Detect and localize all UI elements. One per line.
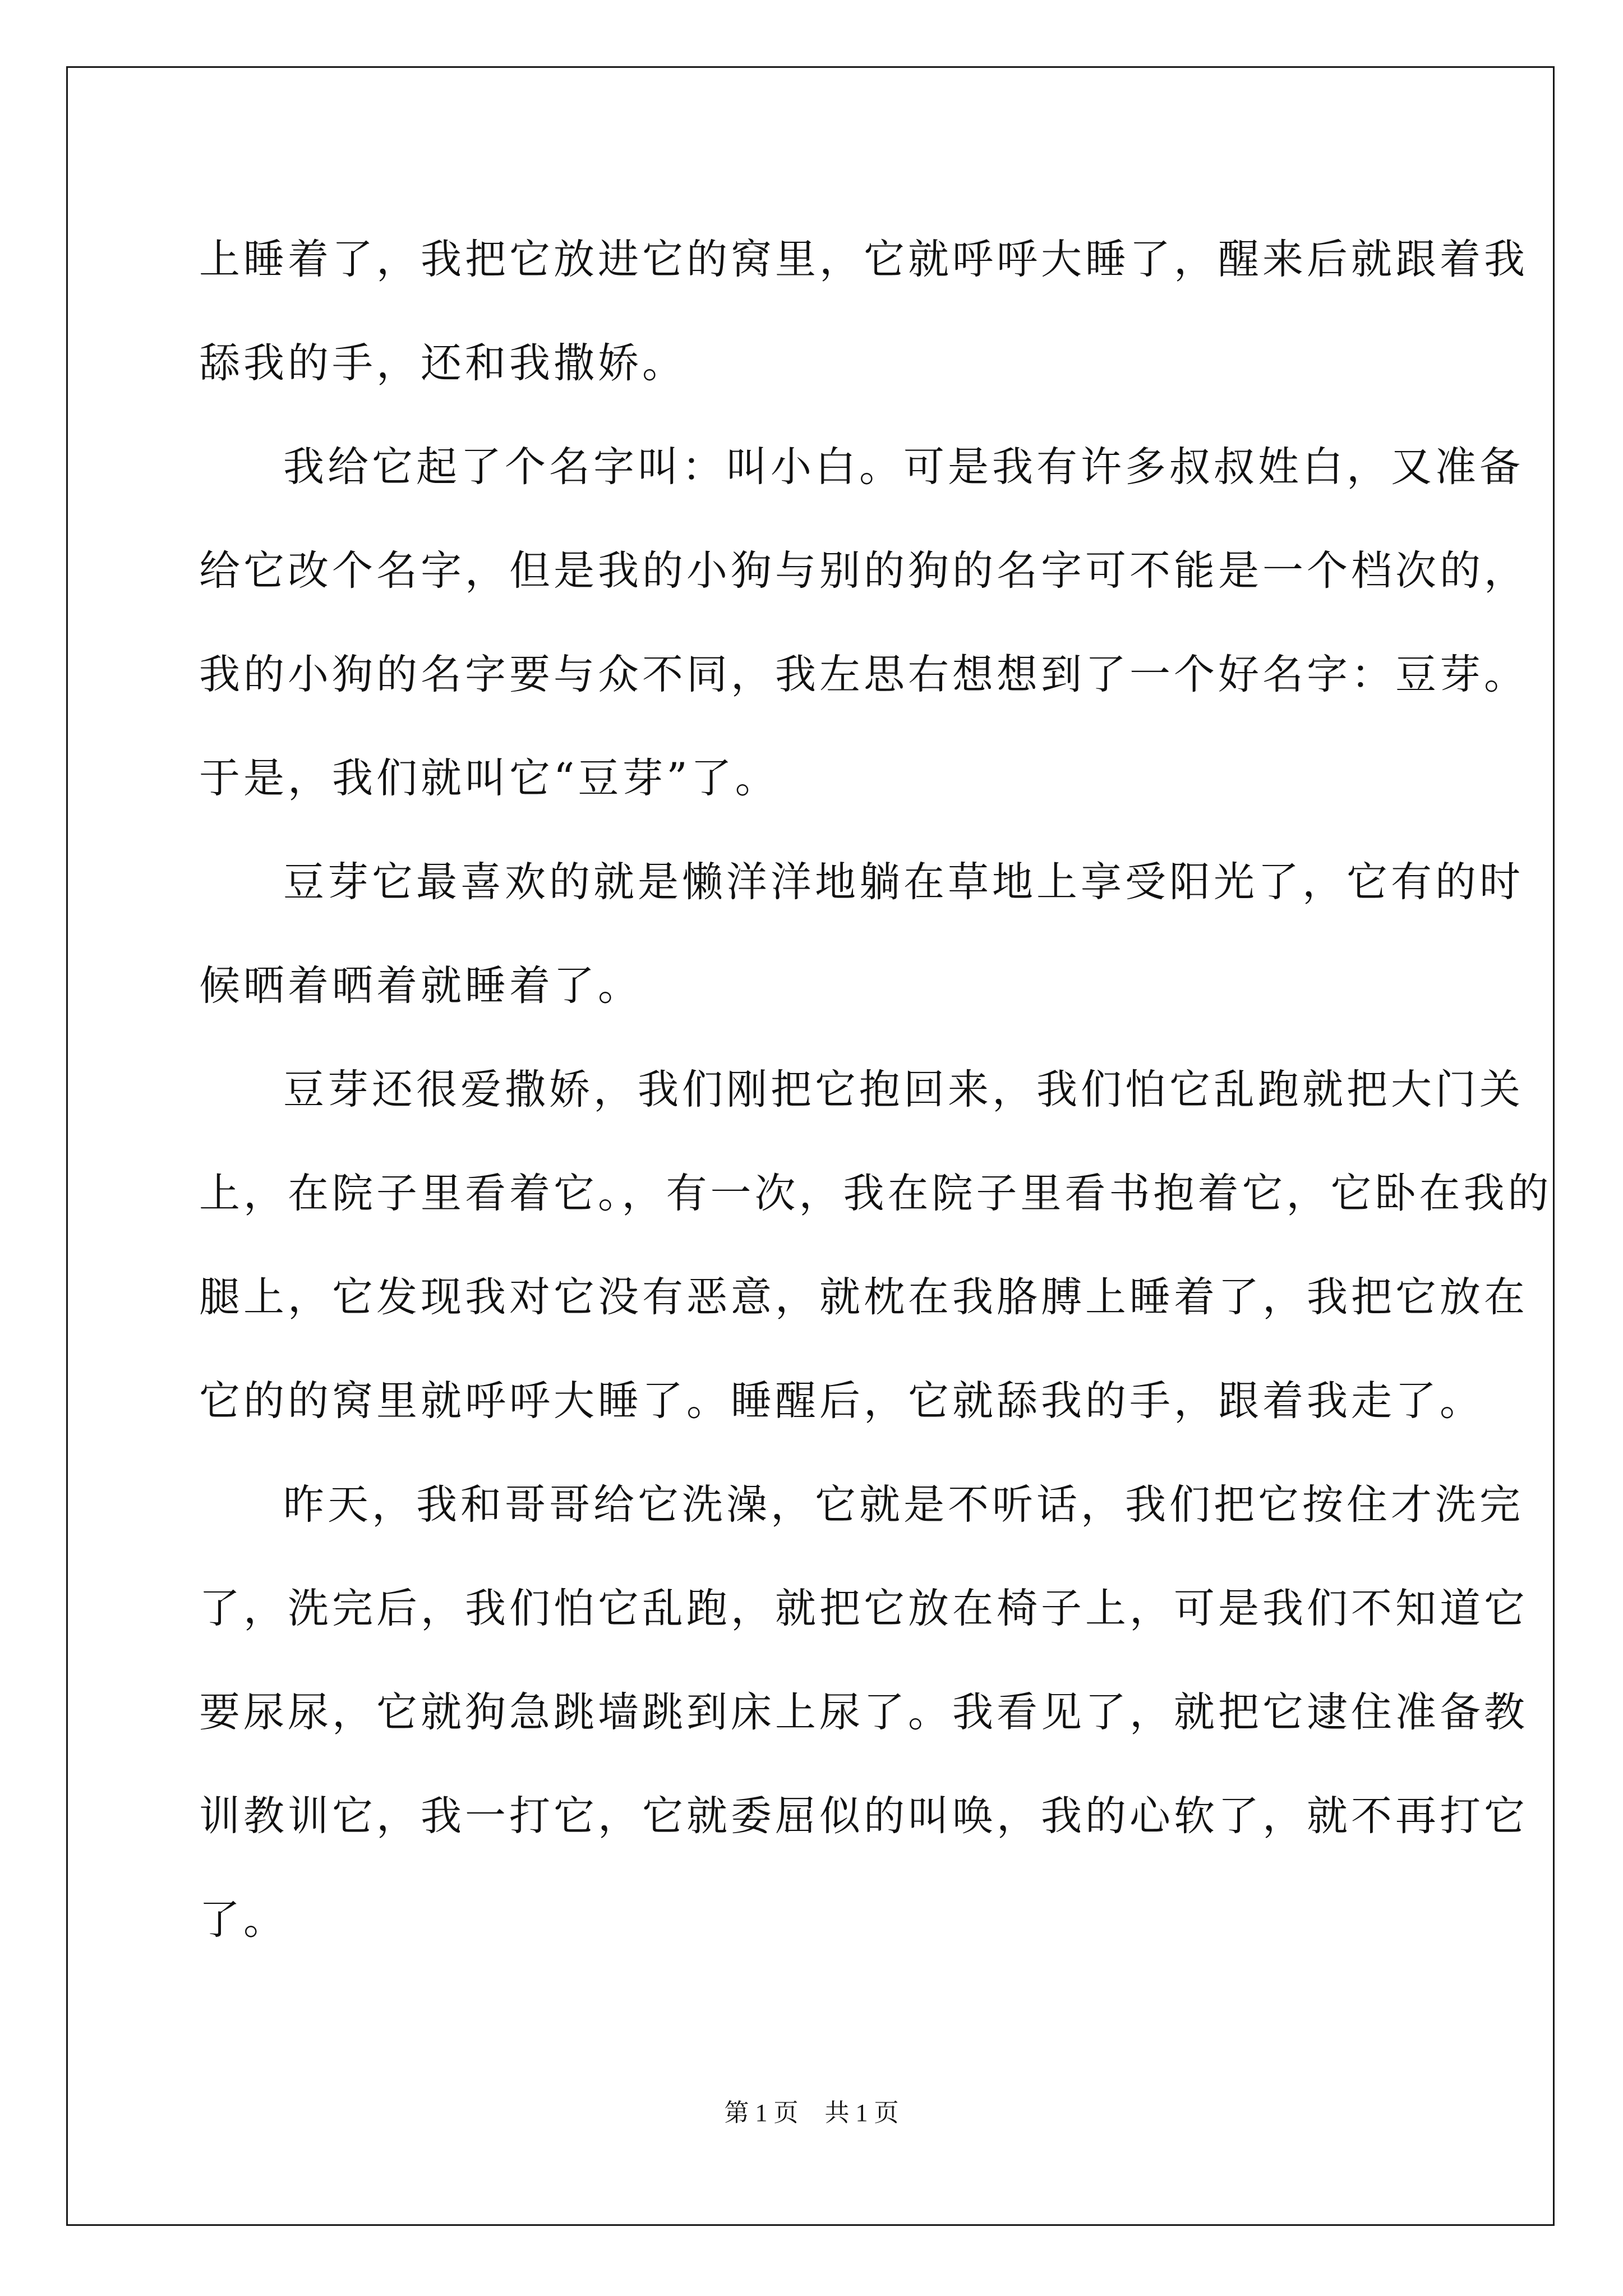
page-footer — [0, 2092, 1623, 2128]
text-line: 训教训它，我一打它，它就委屈似的叫唤，我的心软了，就不再打它 — [199, 1792, 1528, 1840]
text-line: 上，在院子里看着它。，有一次，我在院子里看书抱着它，它卧在我的 — [199, 1170, 1552, 1217]
text-line: 我的小狗的名字要与众不同，我左思右想想到了一个好名字：豆芽。 — [199, 651, 1528, 698]
page-total: 共 1 页 — [824, 2099, 899, 2127]
text-line: 了，洗完后，我们怕它乱跑，就把它放在椅子上，可是我们不知道它 — [199, 1585, 1528, 1632]
text-line: 于是，我们就叫它“豆芽”了。 — [199, 754, 780, 802]
text-line: 给它改个名字，但是我的小狗与别的狗的名字可不能是一个档次的， — [199, 547, 1528, 595]
text-line: 它的的窝里就呼呼大睡了。睡醒后，它就舔我的手，跟着我走了。 — [199, 1377, 1484, 1425]
text-line: 我给它起了个名字叫：叫小白。可是我有许多叔叔姓白，又准备 — [283, 443, 1524, 491]
text-line: 候晒着晒着就睡着了。 — [199, 962, 642, 1010]
text-line: 要尿尿，它就狗急跳墙跳到床上尿了。我看见了，就把它逮住准备教 — [199, 1688, 1528, 1736]
text-line: 豆芽它最喜欢的就是懒洋洋地躺在草地上享受阳光了，它有的时 — [283, 858, 1524, 906]
text-line: 舔我的手，还和我撒娇。 — [199, 339, 686, 387]
text-line: 上睡着了，我把它放进它的窝里，它就呼呼大睡了，醒来后就跟着我 — [199, 236, 1528, 283]
page-number: 第 1 页 — [724, 2099, 799, 2127]
document-body — [199, 208, 1552, 1972]
text-line: 了。 — [199, 1896, 288, 1944]
text-line: 腿上，它发现我对它没有恶意，就枕在我胳膊上睡着了，我把它放在 — [199, 1273, 1528, 1321]
text-line: 豆芽还很爱撒娇，我们刚把它抱回来，我们怕它乱跑就把大门关 — [283, 1066, 1524, 1114]
text-line: 昨天，我和哥哥给它洗澡，它就是不听话，我们把它按住才洗完 — [283, 1481, 1524, 1529]
